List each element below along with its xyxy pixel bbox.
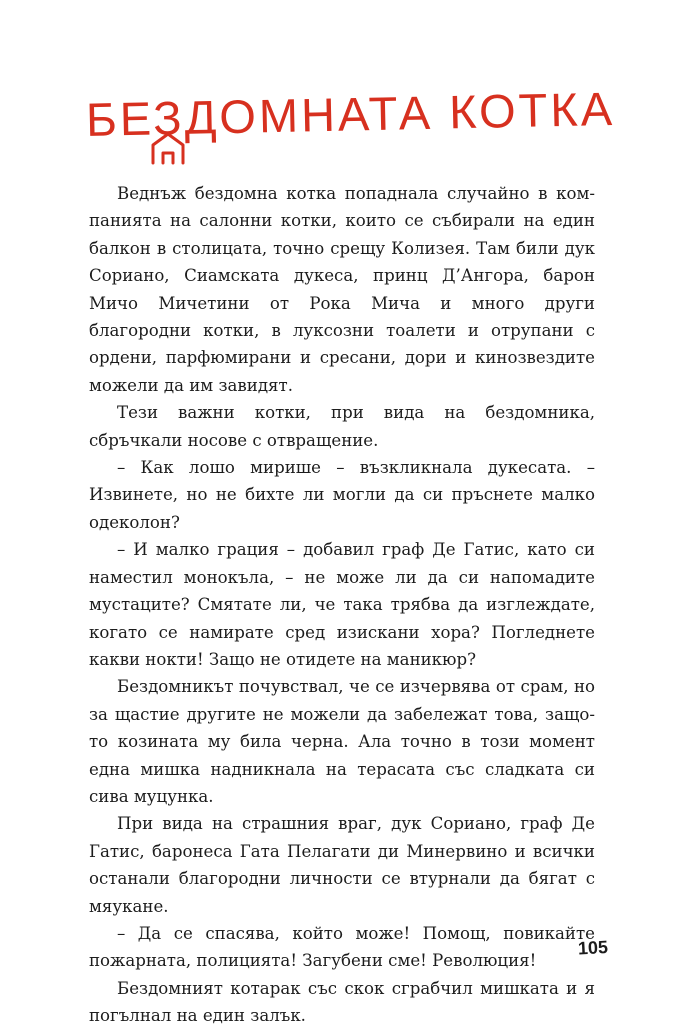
chapter-heading <box>85 81 616 172</box>
story-text <box>89 180 595 1030</box>
paragraph: – Как лошо мирише – възкликнала дукесата. – Извинете, но не бихте ли могли да си пръснете малко одеколон? <box>89 458 595 532</box>
paragraph: Тези важни котки, при вида на бездомника, сбръчкали носове с отвращение. <box>89 403 595 450</box>
paragraph: Веднъж бездомна котка попаднала случайно в компанията на салонни котки, които се събирали на един балкон в столицата, точно срещу Колизея. Там били дук Сориано, Сиамската дукеса, принц Д’Ангора, барон Мичо Мичетини от Рока Мича и много други благородни котки, в луксозни тоалети и отрупани с ордени, парфюмирани и сресани, дори и кинозвездите можели да им завидят. <box>89 184 595 395</box>
paragraph: – Да се спасява, който може! Помощ, повикайте пожарната, полицията! Загубени сме! Революция! <box>89 923 595 971</box>
chapter-title: БЕЗДОМНАТА КОТКА <box>85 81 616 146</box>
paragraph: При вида на страшния враг, дук Сориано, граф Де Гатис, баронеса Гата Пелагати ди Минервино и всички останали благородни личности се втурнали да бягат с мяукане. <box>89 814 595 916</box>
paragraph: – И малко грация – добавил граф Де Гатис, като си наместил монокъла, – не може ли да си напомадите мустаците? Смятате ли, че така трябва да изглеждате, когато се намирате сред изискани хора? Погледнете какви нокти! Защо не отидете на маникюр? <box>89 540 595 669</box>
paragraph: Бездомникът почувствал, че се изчервява от срам, но за щастие другите не можели да забележат това, защото козината му била черна. Ала точно в този момент една мишка надникнала на терасата със сладката си сива муцунка. <box>89 677 595 806</box>
page-number: 105 <box>577 936 609 959</box>
paragraph: Бездомният котарак със скок сграбчил мишката и я погълнал на един залък. <box>89 978 595 1026</box>
house-doodle-icon <box>150 132 186 166</box>
